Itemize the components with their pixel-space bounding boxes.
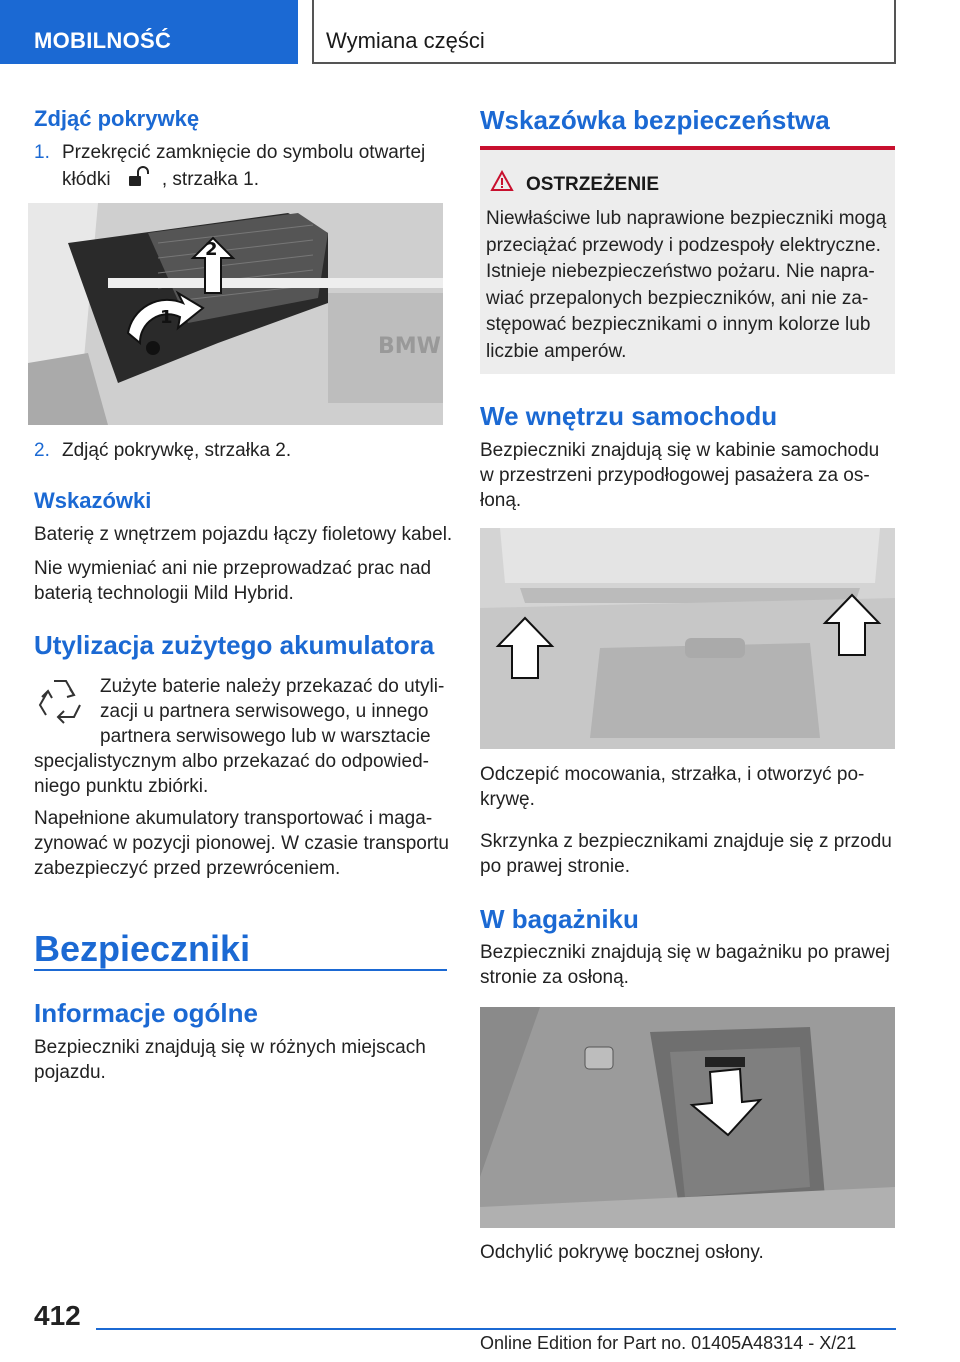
warning-red-rule bbox=[480, 146, 895, 150]
hints-paragraph-1: Baterię z wnętrzem pojazdu łączy fioletowy kabel. bbox=[34, 524, 453, 545]
disposal-line-2: zacji u partnera serwisowego, u innego bbox=[100, 701, 429, 722]
trunk-heading: W bagażniku bbox=[480, 904, 639, 934]
fuses-heading-rule bbox=[34, 969, 447, 971]
engine-bay-image bbox=[28, 203, 443, 425]
hints-paragraph-2-line-1: Nie wymieniać ani nie przeprowadzać prac nad bbox=[34, 558, 432, 579]
warning-line: stępować bezpiecznikami o innym kolorze lub bbox=[486, 314, 871, 335]
warning-triangle-icon bbox=[490, 170, 514, 192]
transport-line-2: zynować w pozycji pionowej. W czasie transportu bbox=[34, 833, 450, 854]
hints-paragraph-2-line-2: baterią technologii Mild Hybrid. bbox=[34, 583, 294, 604]
trunk-line-2: stronie za osłoną. bbox=[480, 967, 629, 988]
step-1-number: 1. bbox=[34, 142, 50, 163]
hints-heading: Wskazówki bbox=[34, 488, 152, 513]
chapter-tab: Wymiana części bbox=[312, 0, 896, 64]
interior-line-3: łoną. bbox=[480, 490, 522, 511]
disposal-line-4: specjalistycznym albo przekazać do odpowied‐ bbox=[34, 751, 429, 772]
trunk-line-1: Bezpieczniki znajdują się w bagażniku po prawej bbox=[480, 942, 890, 963]
open-padlock-icon bbox=[126, 166, 152, 188]
page-number: 412 bbox=[34, 1300, 81, 1331]
detach-line-2: krywę. bbox=[480, 789, 535, 810]
step-1-line-2: kłódki , strzałka 1. bbox=[62, 166, 259, 192]
detach-line-1: Odczepić mocowania, strzałka, i otworzyć po‐ bbox=[480, 764, 865, 785]
trunk-image bbox=[480, 1007, 895, 1228]
svg-text:BMW: BMW bbox=[378, 334, 441, 359]
transport-line-1: Napełnione akumulatory transportować i maga‐ bbox=[34, 808, 433, 829]
safety-heading: Wskazówka bezpieczeństwa bbox=[480, 105, 830, 135]
step-1-line-1: Przekręcić zamknięcie do symbolu otwartej bbox=[62, 142, 426, 163]
fusebox-location-line-1: Skrzynka z bezpiecznikami znajduje się z przodu bbox=[480, 831, 892, 852]
warning-line: wiać przepalonych bezpieczników, ani nie za‐ bbox=[486, 287, 869, 309]
warning-line: Niewłaściwe lub naprawione bezpieczniki mogą bbox=[486, 208, 887, 229]
remove-cover-heading: Zdjąć pokrywkę bbox=[34, 106, 200, 131]
warning-line: przeciążać przewody i podzespoły elektryczne. bbox=[486, 234, 881, 256]
tilt-cover-text: Odchylić pokrywę bocznej osłony. bbox=[480, 1242, 764, 1263]
step-2-number: 2. bbox=[34, 440, 50, 461]
transport-line-3: zabezpieczyć przed przewróceniem. bbox=[34, 858, 341, 879]
passenger-footwell-image bbox=[480, 528, 895, 749]
general-info-line-2: pojazdu. bbox=[34, 1062, 106, 1083]
disposal-line-5: niego punktu zbiórki. bbox=[34, 776, 209, 797]
step-2-text: Zdjąć pokrywkę, strzałka 2. bbox=[62, 440, 292, 461]
disposal-heading: Utylizacja zużytego akumulatora bbox=[34, 630, 435, 660]
disposal-line-1: Zużyte baterie należy przekazać do utyli‐ bbox=[100, 676, 445, 697]
arrow-2-label: 2 bbox=[205, 239, 218, 260]
warning-line: Istnieje niebezpieczeństwo pożaru. Nie napra‐ bbox=[486, 261, 875, 282]
arrow-1-label: 1 bbox=[160, 307, 173, 328]
recycle-icon bbox=[34, 675, 86, 727]
fuses-heading: Bezpieczniki bbox=[34, 928, 251, 969]
footer-rule bbox=[96, 1328, 896, 1330]
disposal-line-3: partnera serwisowego lub w warsztacie bbox=[100, 726, 431, 747]
page-header bbox=[0, 0, 960, 66]
fusebox-location-line-2: po prawej stronie. bbox=[480, 856, 630, 877]
interior-line-1: Bezpieczniki znajdują się w kabinie samochodu bbox=[480, 440, 880, 461]
interior-line-2: w przestrzeni przypodłogowej pasażera za os‐ bbox=[480, 465, 870, 486]
warning-label: OSTRZEŻENIE bbox=[526, 174, 660, 195]
warning-line: liczbie amperów. bbox=[486, 340, 627, 362]
interior-heading: We wnętrzu samochodu bbox=[480, 401, 778, 431]
edition-info: Online Edition for Part no. 01405A48314 - X/21 bbox=[480, 1333, 857, 1353]
general-info-line-1: Bezpieczniki znajdują się w różnych miejscach bbox=[34, 1037, 426, 1058]
warning-text bbox=[486, 206, 886, 365]
section-tab: MOBILNOŚĆ bbox=[0, 0, 298, 64]
general-info-heading: Informacje ogólne bbox=[34, 998, 258, 1028]
warning-box bbox=[480, 146, 895, 374]
